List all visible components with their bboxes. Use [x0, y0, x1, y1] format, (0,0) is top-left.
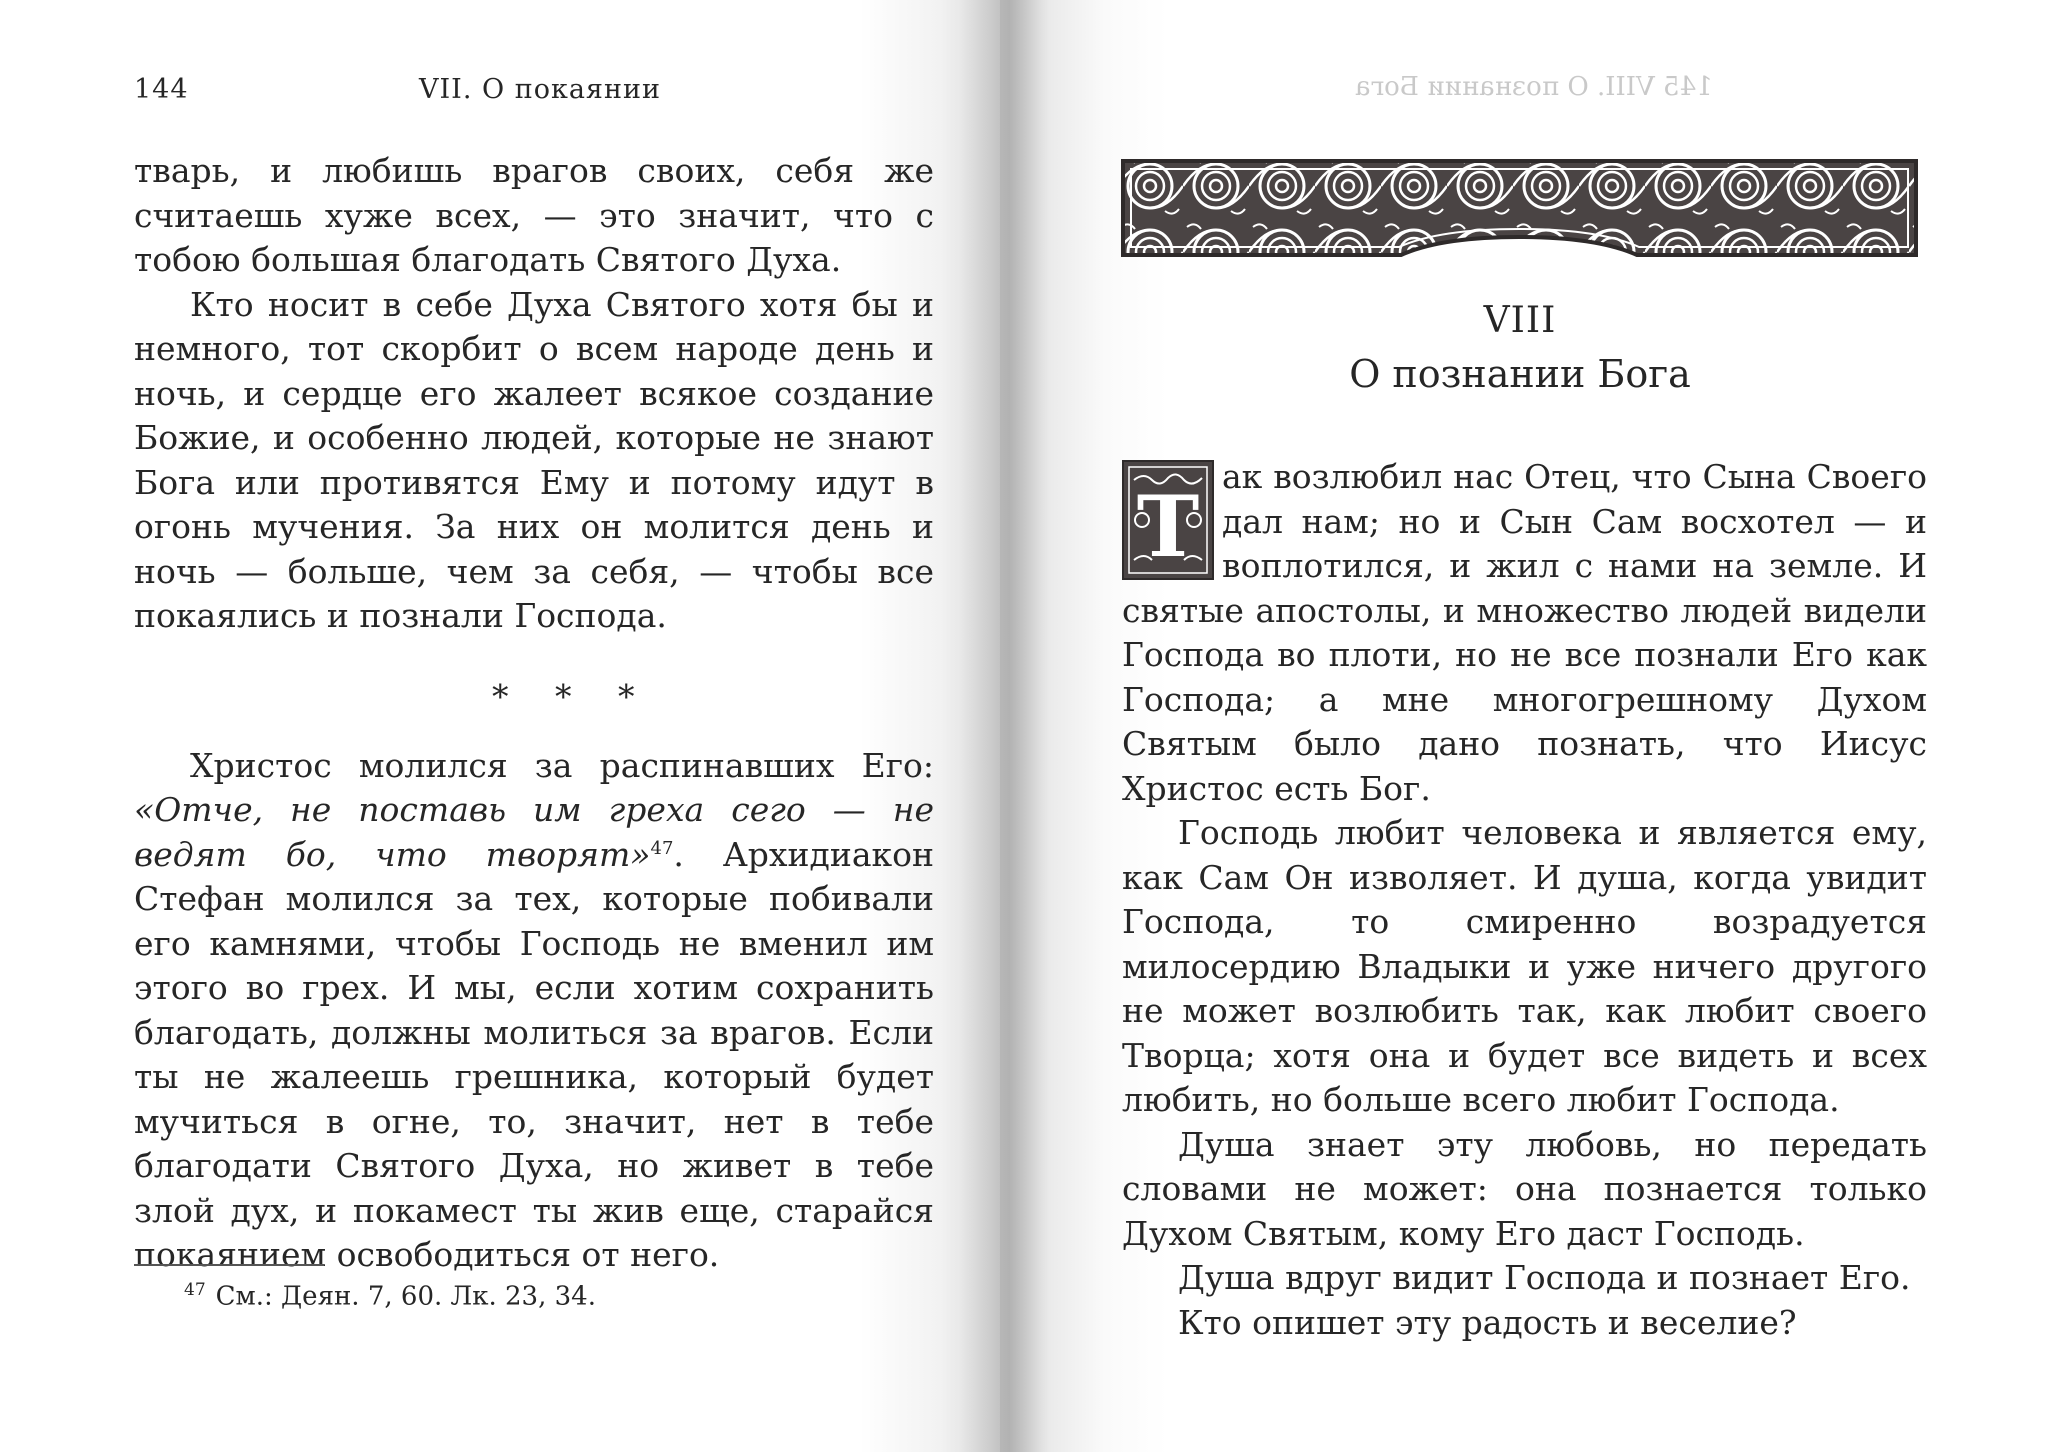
section-separator: * * * [492, 677, 653, 716]
chapter-title: О познании Бога [1349, 352, 1691, 396]
footnote-rule [134, 1264, 324, 1266]
footnote-number: 47 [184, 1280, 206, 1300]
svg-text:Т: Т [1136, 477, 1200, 576]
paragraph: Душа вдруг видит Господа и познает Его. [1178, 1258, 1911, 1297]
paragraph-lead: Христос молился за распинавших Его: [190, 745, 934, 785]
left-page [0, 0, 1000, 1452]
footnote-ref: 47 [650, 837, 674, 859]
page-number: 144 [134, 74, 189, 105]
paragraph: Господь любит человека и является ему, как Сам Он изволяет. И душа, когда увидит Господа, то смиренно возрадуется милосердию Владыки и уже ничего другого не может возлюбить так, как любит своего Творца; хотя она и будет все видеть и всех любить, но больше всего любит Господа. [1122, 813, 1927, 1119]
running-title: VII. О покаянии [419, 74, 661, 105]
paragraph: тварь, и любишь врагов своих, себя же считаешь хуже всех, — это значит, что с тобою большая благодать Святого Духа. [134, 151, 934, 279]
headpiece-ornament [1117, 153, 1922, 263]
dropcap-spacer [1122, 455, 1222, 585]
show-through-header: 145 VIII. О познании Бога [1355, 72, 1713, 102]
paragraph [134, 744, 934, 1278]
chapter-number: VIII [1483, 300, 1557, 341]
paragraph-rest: . Архидиакон Стефан молился за тех, которые побивали его камнями, чтобы Господь не вменил им этого во грех. И мы, если хотим сохранить благодать, должны молиться за врагов. Если ты не жалеешь грешника, который будет мучиться в огне, то, значит, нет в тебе благодати Святого Духа, но живет в тебе злой дух, и покамест ты жив еще, старайся покаянием освободиться от него. [134, 834, 934, 1274]
footnote [184, 1280, 596, 1312]
footnote-text: См.: Деян. 7, 60. Лк. 23, 34. [215, 1281, 596, 1312]
opening-paragraph: ак возлюбил нас Отец, что Сына Своего дал нам; но и Сын Сам восхотел — и воплотился, и жил с нами на земле. И святые апостолы, и множество людей видели Господа во плоти, но не все познали Его как Господа; а мне многогрешному Духом Святым было дано познать, что Иисус Христос есть Бог. [1122, 457, 1927, 808]
scripture-quote: «Отче, не поставь им греха сего — не ведят бо, что творят» [134, 790, 934, 874]
right-text-column [1122, 455, 1927, 1345]
paragraph: Кто носит в себе Духа Святого хотя бы и немного, тот скорбит о всем народе день и ночь, и сердце его жалеет всякое создание Божие, и особенно людей, которые не знают Бога или противятся Ему и потому идут в огонь мучения. За них он молится день и ночь — больше, чем за себя, — чтобы все покаялись и познали Господа. [134, 284, 934, 635]
paragraph: Кто опишет эту радость и веселие? [1178, 1302, 1797, 1342]
running-header-left [134, 74, 661, 105]
paragraph: Душа знает эту любовь, но передать словами не может: она познается только Духом Святым, кому Его даст Господь. [1122, 1124, 1927, 1253]
